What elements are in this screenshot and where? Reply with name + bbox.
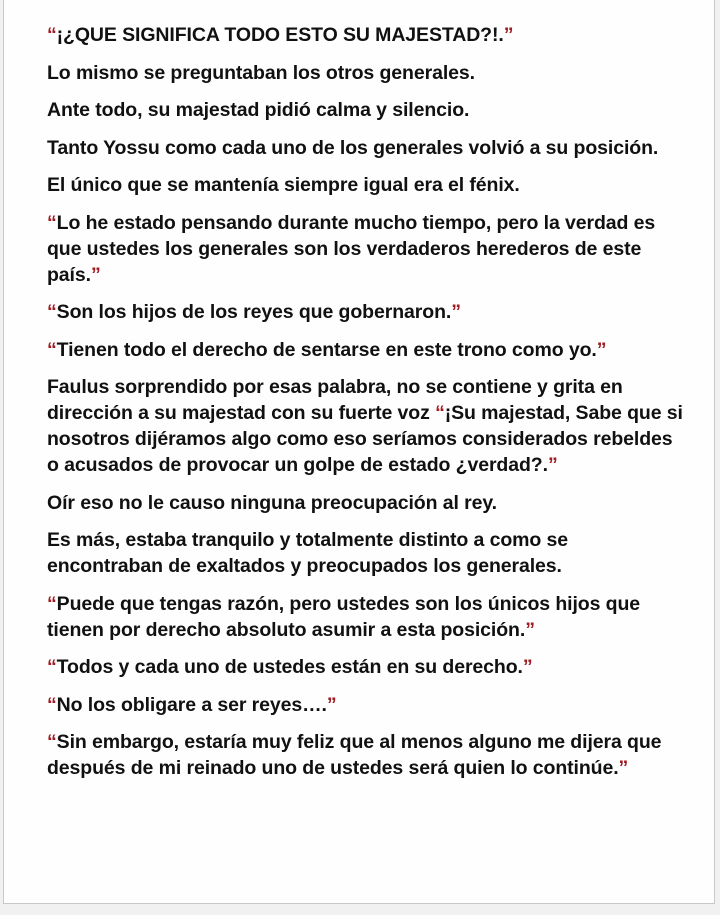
document-page — [3, 0, 715, 904]
close-quote: ” — [618, 757, 629, 779]
open-quote: “ — [47, 211, 57, 234]
close-quote: ” — [525, 618, 535, 641]
paragraph-text: Faulus sorprendido por esas palabra, no se contiene y grita en dirección a su majestad con su fuerte voz — [47, 376, 623, 424]
paragraph — [47, 22, 687, 48]
close-quote: ” — [596, 338, 607, 361]
paragraph — [47, 210, 687, 288]
paragraph — [47, 692, 687, 718]
open-quote: “ — [47, 656, 57, 678]
close-quote: ” — [451, 301, 461, 323]
paragraph-text: Sin embargo, estaría muy feliz que al menos alguno me dijera que después de mi reinado uno de ustedes será quien lo continúe. — [47, 731, 662, 779]
paragraph — [47, 490, 687, 516]
open-quote: “ — [47, 24, 57, 46]
open-quote: “ — [47, 301, 57, 323]
paragraph-text: Ante todo, su majestad pidió calma y silencio. — [47, 99, 470, 121]
paragraph-text: Tanto Yossu como cada uno de los generales volvió a su posición. — [47, 136, 659, 159]
close-quote: ” — [326, 693, 337, 716]
paragraph-text: Es más, estaba tranquilo y totalmente distinto a como se encontraban de exaltados y preocupados los generales. — [47, 529, 569, 577]
close-quote: ” — [90, 263, 101, 286]
paragraph-text: Son los hijos de los reyes que gobernaron. — [56, 301, 452, 323]
close-quote: ” — [522, 656, 533, 678]
paragraph — [47, 374, 687, 478]
close-quote: ” — [503, 24, 514, 46]
paragraph — [47, 527, 687, 579]
paragraph-text: ¡¿QUE SIGNIFICA TODO ESTO SU MAJESTAD?!. — [56, 24, 504, 46]
paragraph — [47, 654, 687, 680]
paragraph — [47, 337, 687, 363]
paragraph — [47, 299, 687, 325]
paragraph-text: Lo mismo se preguntaban los otros generales. — [47, 61, 475, 84]
paragraph — [47, 97, 687, 123]
open-quote: “ — [47, 693, 57, 716]
paragraph — [47, 729, 687, 781]
paragraph — [47, 60, 687, 86]
paragraph-text: Lo he estado pensando durante mucho tiempo, pero la verdad es que ustedes los generales son los verdaderos herederos de este país. — [47, 211, 656, 286]
open-quote: “ — [47, 731, 57, 753]
paragraph — [47, 591, 687, 643]
paragraph-text: ¡Su majestad, Sabe que si nosotros dijéramos algo como eso seríamos considerados rebeldes o acusados de provocar un golpe de estado ¿verdad?. — [47, 402, 683, 476]
paragraph — [47, 135, 687, 161]
open-quote: “ — [47, 338, 57, 361]
paragraph-text: No los obligare a ser reyes…. — [56, 693, 327, 716]
paragraph — [47, 172, 687, 198]
open-quote: “ — [435, 402, 445, 424]
paragraph-text: Puede que tengas razón, pero ustedes son los únicos hijos que tienen por derecho absoluto asumir a esta posición. — [47, 592, 641, 641]
document-body — [47, 22, 687, 793]
open-quote: “ — [47, 592, 57, 615]
paragraph-text: Todos y cada uno de ustedes están en su derecho. — [56, 656, 523, 678]
paragraph-text: Oír eso no le causo ninguna preocupación al rey. — [47, 491, 497, 514]
paragraph-text: Tienen todo el derecho de sentarse en este trono como yo. — [56, 338, 597, 361]
paragraph-text: El único que se mantenía siempre igual era el fénix. — [47, 174, 520, 196]
close-quote: ” — [547, 454, 558, 476]
